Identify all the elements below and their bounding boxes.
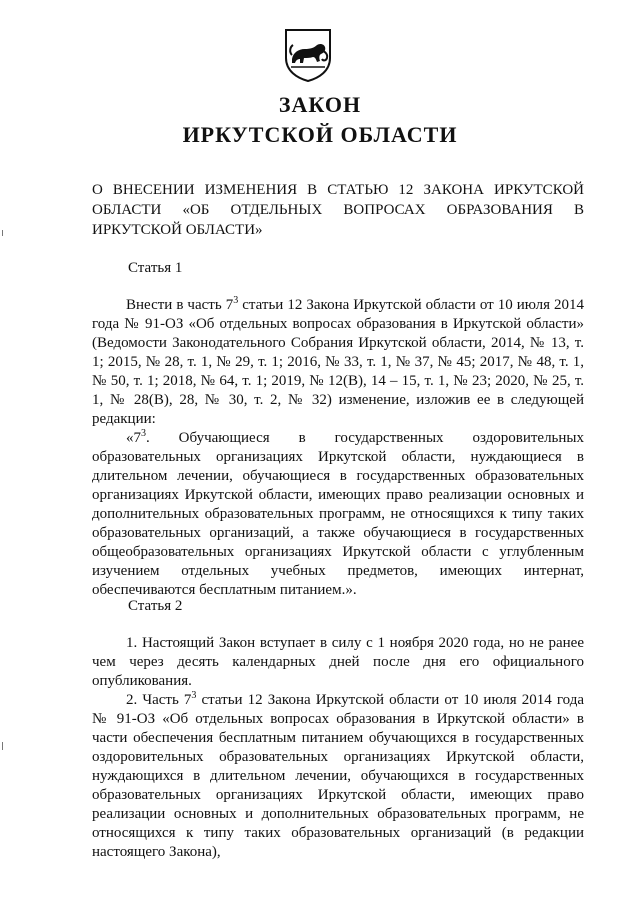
article-2-paragraph-2: 2. Часть $7^3$ статьи 12 Закона Иркутской области от 10 июля 2014 года № 91-ОЗ «Об отдельных вопросах образования в Иркутской области» в части обеспечения бесплатным питанием обучающихся в государственных оздоровительных образовательных организациях Иркутской области, нуждающихся в длительном лечении, обучающихся в государственных образовательных организациях Иркутской области, имеющих право реализации основных и дополнительных образовательных программ, не относящихся к типу таких образовательных организаций (в редакции настоящего Закона), [92,690,584,860]
scan-edge-mark [2,230,3,236]
article-2-paragraph-1: 1. Настоящий Закон вступает в силу с 1 ноября 2020 года, но не ранее чем через десять календарных дней после дня его официального опубликования. [92,635,584,689]
article-2-body [92,634,584,862]
law-title-line2: ИРКУТСКОЙ ОБЛАСТИ [182,122,458,147]
article-1-body [92,296,584,600]
coat-of-arms-emblem [283,28,333,82]
article-1-paragraph-2: «$7^3$. Обучающиеся в государственных оздоровительных образовательных организациях Иркутской области, нуждающиеся в длительном лечении, обучающиеся в государственных образовательных организациях Иркутской области, имеющих право реализации основных и дополнительных образовательных программ, не относящихся к типу таких образовательных организаций, а также обучающиеся в государственных общеобразовательных организациях Иркутской области с углубленным изучением отдельных учебных предметов, имеющих интернат, обеспечиваются бесплатным питанием.». [92,428,584,598]
scan-edge-mark [2,742,3,750]
law-heading: О ВНЕСЕНИИ ИЗМЕНЕНИЯ В СТАТЬЮ 12 ЗАКОНА ИРКУТСКОЙ ОБЛАСТИ «ОБ ОТДЕЛЬНЫХ ВОПРОСАХ ОБРАЗОВАНИЯ В ИРКУТСКОЙ ОБЛАСТИ» [92,182,584,238]
article-2-title: Статья 2 [128,598,183,614]
article-1-paragraph-1: Внести в часть $7^3$ статьи 12 Закона Иркутской области от 10 июля 2014 года № 91-ОЗ «Об отдельных вопросах образования в Иркутской области» (Ведомости Законодательного Собрания Иркутской области, 2014, № 13, т. 1; 2015, № 28, т. 1, № 29, т. 1; 2016, № 33, т. 1, № 37, № 45; 2017, № 48, т. 1, № 50, т. 1; 2018, № 64, т. 1; 2019, № 12(В), 14 – 15, т. 1, № 23; 2020, № 25, т. 1, № 28(В), 28, № 30, т. 2, № 32) изменение, изложив ее в следующей редакции: [92,295,584,427]
law-title-line1: ЗАКОН [278,92,362,117]
article-1-title: Статья 1 [128,260,183,276]
